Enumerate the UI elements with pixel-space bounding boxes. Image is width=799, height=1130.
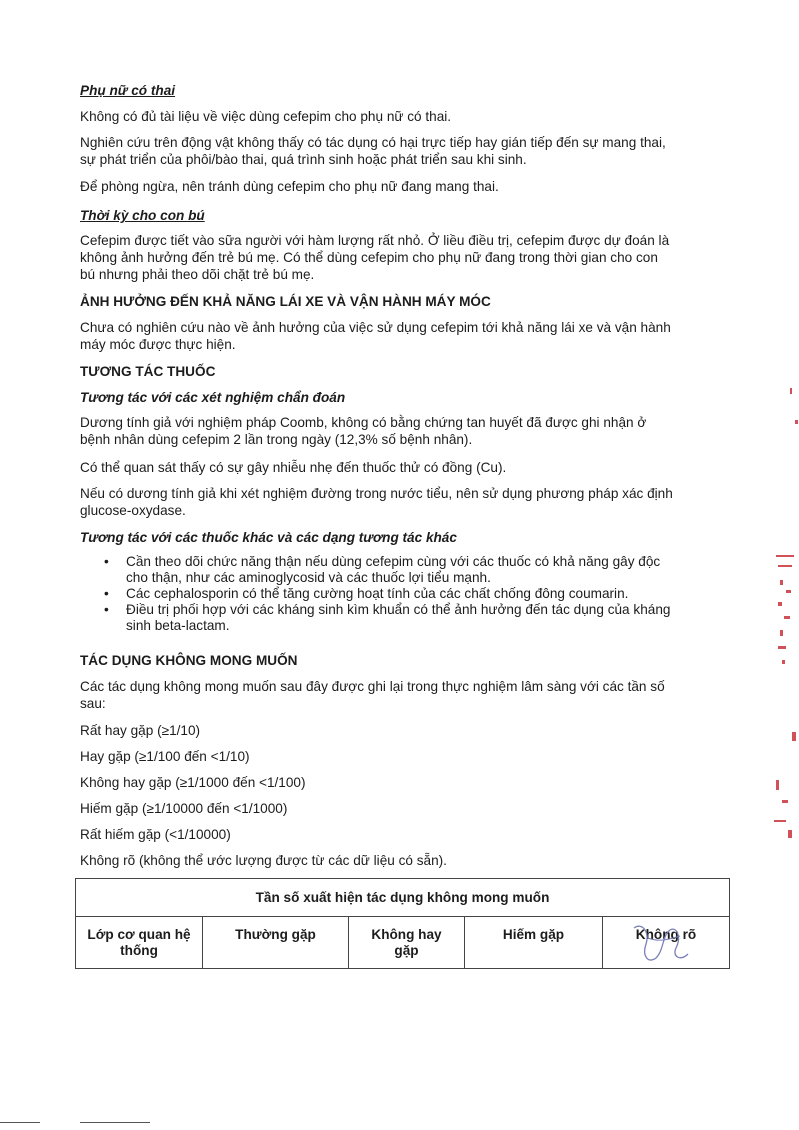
- drug-interaction-list: [80, 554, 726, 634]
- pregnancy-paragraph-1: Không có đủ tài liệu về việc dùng cefepim cho phụ nữ có thai.: [80, 109, 452, 124]
- lab-paragraph-2: Có thể quan sát thấy có sự gây nhiễu nhẹ đến thuốc thử có đồng (Cu).: [80, 460, 507, 475]
- bullet-3-line-1: Điều trị phối hợp với các kháng sinh kìm khuẩn có thể ảnh hưởng đến tác dụng của kháng: [126, 602, 671, 617]
- signature-mark: [628, 918, 698, 968]
- header-uncommon-line-2: gặp: [394, 943, 419, 958]
- subheading-lab-interactions: Tương tác với các xét nghiệm chẩn đoán: [80, 390, 346, 405]
- frequency-very-common: Rất hay gặp (≥1/10): [80, 723, 201, 738]
- bullet-3-line-2: sinh beta-lactam.: [126, 618, 230, 633]
- bullet-2-line-1: Các cephalosporin có thể tăng cường hoạt tính của các chất chống đông coumarin.: [126, 586, 629, 601]
- driving-paragraph-line-1: Chưa có nghiên cứu nào về ảnh hưởng của việc sử dụng cefepim tới khả năng lái xe và vận hành: [80, 320, 671, 335]
- lab-paragraph-3-line-2: glucose-oxydase.: [80, 503, 186, 518]
- header-unknown-label: Không rõ: [635, 927, 697, 942]
- footer-rule-center: [80, 1122, 150, 1123]
- pregnancy-paragraph-3: Để phòng ngừa, nên tránh dùng cefepim cho phụ nữ đang mang thai.: [80, 179, 499, 194]
- header-organ-class-line-2: thống: [120, 943, 158, 958]
- frequency-rare: Hiếm gặp (≥1/10000 đến <1/1000): [80, 801, 288, 816]
- lactation-paragraph-line-2: không ảnh hưởng đến trẻ bú mẹ. Có thể dùng cefepim cho phụ nữ đang trong thời gian cho con: [80, 250, 658, 265]
- driving-paragraph-line-2: máy móc được thực hiện.: [80, 337, 236, 352]
- lactation-paragraph-line-1: Cefepim được tiết vào sữa người với hàm lượng rất nhỏ. Ở liều điều trị, cefepim được dự đoán là: [80, 233, 670, 248]
- section-heading-lactation: Thời kỳ cho con bú: [80, 208, 205, 223]
- pregnancy-paragraph-2-line-1: Nghiên cứu trên động vật không thấy có tác dụng có hại trực tiếp hay gián tiếp đến sự mang thai,: [80, 135, 666, 150]
- list-item: [126, 554, 726, 586]
- header-uncommon: [349, 917, 465, 969]
- frequency-common: Hay gặp (≥1/100 đến <1/10): [80, 749, 250, 764]
- lab-paragraph-1-line-1: Dương tính giả với nghiệm pháp Coomb, không có bằng chứng tan huyết đã được ghi nhận ở: [80, 415, 647, 430]
- lactation-paragraph-line-3: bú nhưng phải theo dõi chặt trẻ bú mẹ.: [80, 267, 315, 282]
- header-uncommon-line-1: Không hay: [371, 927, 442, 942]
- section-heading-interactions: TƯƠNG TÁC THUỐC: [80, 364, 216, 379]
- header-common: [203, 917, 349, 969]
- header-common-label: Thường gặp: [235, 927, 316, 942]
- adverse-intro-line-2: sau:: [80, 696, 106, 711]
- header-rare: [465, 917, 603, 969]
- subheading-drug-interactions: Tương tác với các thuốc khác và các dạng tương tác khác: [80, 530, 457, 545]
- list-item: [126, 586, 726, 602]
- frequency-unknown: Không rõ (không thể ước lượng được từ các dữ liệu có sẵn).: [80, 853, 447, 868]
- section-heading-driving: ẢNH HƯỞNG ĐẾN KHẢ NĂNG LÁI XE VÀ VẬN HÀNH MÁY MÓC: [80, 294, 491, 309]
- section-heading-pregnancy: Phụ nữ có thai: [80, 83, 176, 98]
- margin-stamp-fragments: [770, 380, 799, 860]
- table-title: Tần số xuất hiện tác dụng không mong muốn: [76, 879, 730, 917]
- list-item: [126, 602, 726, 634]
- frequency-very-rare: Rất hiếm gặp (<1/10000): [80, 827, 231, 842]
- header-organ-class: [76, 917, 203, 969]
- header-rare-label: Hiếm gặp: [502, 927, 565, 942]
- pregnancy-paragraph-2-line-2: sự phát triển của phôi/bào thai, quá trình sinh hoặc phát triển sau khi sinh.: [80, 152, 527, 167]
- header-organ-class-line-1: Lớp cơ quan hệ: [87, 927, 191, 942]
- footer-rule-left: [0, 1122, 40, 1123]
- frequency-uncommon: Không hay gặp (≥1/1000 đến <1/100): [80, 775, 306, 790]
- section-heading-adverse-effects: TÁC DỤNG KHÔNG MONG MUỐN: [80, 653, 298, 668]
- bullet-1-line-2: cho thận, như các aminoglycosid và các thuốc lợi tiểu mạnh.: [126, 570, 491, 585]
- adverse-intro-line-1: Các tác dụng không mong muốn sau đây được ghi lại trong thực nghiệm lâm sàng với các tần số: [80, 679, 665, 694]
- lab-paragraph-1-line-2: bệnh nhân dùng cefepim 2 lần trong ngày (12,3% số bệnh nhân).: [80, 432, 473, 447]
- lab-paragraph-3-line-1: Nếu có dương tính giả khi xét nghiệm đường trong nước tiểu, nên sử dụng phương pháp xác định: [80, 486, 673, 501]
- bullet-1-line-1: Cần theo dõi chức năng thận nếu dùng cefepim cùng với các thuốc có khả năng gây độc: [126, 554, 661, 569]
